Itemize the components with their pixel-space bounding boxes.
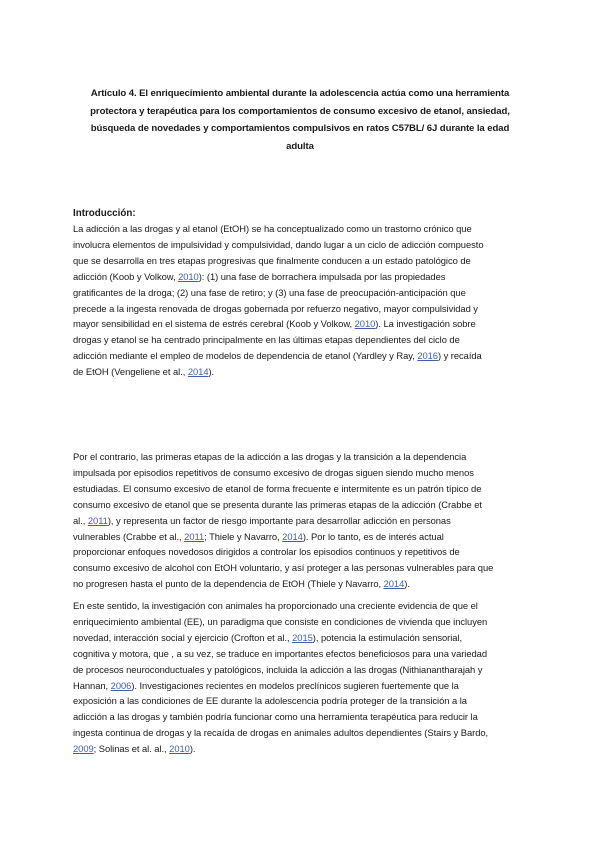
paragraph-3 [73, 598, 529, 757]
text-line: En este sentido, la investigación con animales ha proporcionado una creciente evidencia de que el [73, 600, 478, 611]
article-title-line: Artículo 4. El enriquecimiento ambiental durante la adolescencia actúa como una herramienta [90, 88, 510, 99]
text-segment: no progresen hasta el punto de la dependencia de EtOH (Thiele y Navarro, [73, 578, 384, 590]
text-line: cognitiva y motora, que , a su vez, se traduce en importantes efectos beneficiosos para una variedad [73, 647, 487, 659]
paragraph-2 [73, 449, 529, 592]
citation-link[interactable]: 2010 [178, 270, 199, 282]
citation-link[interactable]: 2010 [169, 743, 190, 755]
paragraph-1 [73, 221, 529, 380]
text-line: consumo excesivo de etanol que se presenta durante las primeras etapas de la adicción (Crabbe et [73, 498, 482, 510]
text-segment: novedad, interacción social y ejercicio (Crofton et al., [73, 631, 293, 643]
citation-link[interactable]: 2009 [73, 743, 94, 755]
text-line: precede a la ingesta renovada de drogas gobernada por refuerzo negativo, mayor compulsividad y [73, 302, 478, 314]
text-segment: ), y representa un factor de riesgo importante para desarrollar adicción en personas [107, 514, 451, 526]
citation-link[interactable]: 2010 [354, 318, 376, 330]
text-line: estudiadas. El consumo excesivo de etanol de forma frecuente e intermitente es un patrón típico de [73, 482, 482, 494]
citation-link[interactable]: 2015 [292, 631, 313, 643]
text-line [73, 513, 529, 529]
text-segment: ). Investigaciones recientes en modelos preclínicos sugieren fuertemente que la [131, 679, 459, 691]
text-line: adicción a las drogas y también podría funcionar como una herramienta terapéutica para reducir la [73, 711, 478, 723]
text-line: Por el contrario, las primeras etapas de la adicción a las drogas y la transición a la dependencia [73, 451, 467, 462]
text-line [73, 576, 529, 592]
text-segment: ). [189, 743, 196, 755]
citation-link[interactable]: 2011 [87, 514, 108, 526]
text-segment: ) y recaída [437, 350, 482, 362]
text-segment: adicción mediante el empleo de modelos de dependencia de etanol (Yardley y Ray, [73, 350, 418, 362]
text-segment: vulnerables (Crabbe et al., [73, 530, 185, 542]
text-segment: ). [404, 578, 410, 590]
text-line [73, 348, 529, 364]
article-title-line: protectora y terapéutica para los comportamientos de consumo excesivo de etanol, ansiedad, [90, 105, 510, 117]
text-line: de procesos neuroconductuales y patológicos, incluida la adicción a las drogas (Nithianantharajah y [73, 663, 483, 675]
article-title [78, 85, 522, 155]
text-segment: ). Por lo tanto, es de interés actual [302, 530, 444, 542]
text-line [73, 678, 529, 694]
text-line [73, 630, 529, 646]
text-line [73, 364, 529, 380]
text-segment: ; Solinas et al. al., [93, 743, 170, 755]
text-line: exposición a las condiciones de EE durante la adolescencia podría proteger de la transición a la [73, 695, 467, 707]
text-line: gratificantes de la droga; (2) una fase de retiro; y (3) una fase de preocupación-anticipación que [73, 286, 466, 298]
text-segment: ), potencia la estimulación sensorial, [312, 631, 463, 643]
text-segment: de EtOH (Vengeliene et al., [73, 366, 188, 378]
citation-link[interactable]: 2014 [282, 530, 303, 542]
text-line: impulsada por episodios repetitivos de consumo excesivo de drogas siguen siendo mucho menos [73, 466, 474, 478]
text-line: ingesta continua de drogas y la recaída de drogas en animales adultos dependientes (Stairs y Bardo, [73, 727, 489, 739]
text-line: proporcionar enfoques novedosos dirigidos a controlar los episodios continuos y repetitivos de [73, 546, 460, 558]
text-line: La adicción a las drogas y al etanol (EtOH) se ha conceptualizado como un trastorno crónico que [73, 223, 472, 234]
text-segment: Hannan, [73, 679, 111, 691]
text-line [73, 316, 529, 332]
citation-link[interactable]: 2014 [383, 578, 405, 590]
citation-link[interactable]: 2011 [184, 530, 205, 542]
article-title-line: adulta [286, 140, 314, 152]
text-line: que se desarrolla en tres etapas progresivas que finalmente conducen a un estado patológico de [73, 254, 471, 266]
citation-link[interactable]: 2014 [187, 366, 209, 378]
text-segment: ): (1) una fase de borrachera impulsada por las propiedades [198, 270, 446, 282]
text-segment: mayor sensibilidad en el sistema de estrés cerebral (Koob y Volkow, [73, 318, 355, 330]
text-segment: al., [73, 514, 88, 526]
text-line [73, 269, 529, 285]
text-segment: ; Thiele y Navarro, [204, 530, 283, 542]
text-line: involucra elementos de impulsividad y compulsividad, dando lugar a un ciclo de adicción compuesto [73, 238, 484, 250]
text-line: consumo excesivo de alcohol con EtOH voluntario, y así proteger a las personas vulnerables para que [73, 562, 494, 574]
text-line: enriquecimiento ambiental (EE), un paradigma que consiste en condiciones de vivienda que incluyen [73, 615, 488, 627]
text-segment: ). La investigación sobre [375, 318, 476, 330]
text-segment: ). [208, 366, 215, 378]
text-line [73, 529, 529, 545]
text-segment: adicción (Koob y Volkow, [73, 270, 179, 282]
citation-link[interactable]: 2006 [110, 679, 132, 691]
section-heading-introduccion: Introducción: [73, 208, 136, 219]
article-title-line: búsqueda de novedades y comportamientos compulsivos en ratos C57BL/ 6J durante la edad [90, 123, 510, 134]
citation-link[interactable]: 2016 [417, 350, 438, 362]
text-line [73, 741, 529, 757]
text-line: drogas y etanol se ha centrado principalmente en las últimas etapas dependientes del ciclo de [73, 334, 460, 346]
